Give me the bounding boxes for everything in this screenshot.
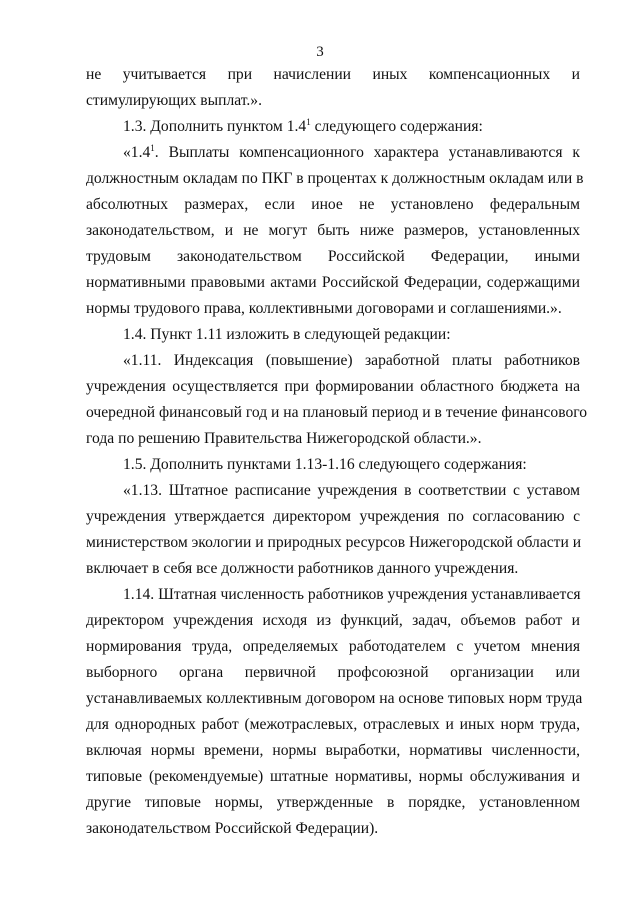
text-segment: «1.4 (123, 144, 151, 161)
superscript: 1 (306, 117, 311, 127)
paragraph-p-1-11 (86, 348, 588, 452)
text-line: «1.11. Индексация (повышение) заработной платы работников (123, 352, 580, 369)
text-line: законодательством Российской Федерации). (86, 820, 379, 837)
text-line: выборного органа первичной профсоюзной организации или (86, 664, 580, 681)
text-line: другие типовые нормы, утвержденные в порядке, установленном (86, 794, 580, 811)
page-number: 3 (316, 44, 324, 60)
text-line: нормы трудового права, коллективными договорами и соглашениями.». (86, 300, 562, 317)
text-line: года по решению Правительства Нижегородской области.». (86, 430, 482, 447)
text-line: 1.4. Пункт 1.11 изложить в следующей редакции: (123, 326, 451, 343)
paragraph-p-continuation (86, 62, 580, 114)
text-line (86, 114, 580, 140)
text-segment: следующего содержания: (310, 118, 483, 135)
text-line: нормативными правовыми актами Российской Федерации, содержащими (86, 274, 580, 291)
text-line: министерством экологии и природных ресурсов Нижегородской области и (86, 534, 582, 551)
text-line: трудовым законодательством Российской Федерации, иными (86, 248, 580, 265)
text-line: 1.5. Дополнить пунктами 1.13-1.16 следующего содержания: (123, 456, 527, 473)
text-segment: 1.3. Дополнить пунктом 1.4 (123, 118, 307, 135)
document-body (86, 62, 588, 842)
text-line: абсолютных размерах, если иное не установлено федеральным (86, 196, 580, 213)
text-line: включая нормы времени, нормы выработки, нормативы численности, (86, 742, 580, 759)
text-line: директором учреждения исходя из функций, задач, объемов работ и (86, 612, 580, 629)
paragraph-p-1-5 (86, 452, 580, 478)
text-line: 1.14. Штатная численность работников учреждения устанавливается (123, 586, 581, 603)
text-line: стимулирующих выплат.». (86, 92, 262, 109)
superscript: 1 (150, 143, 155, 153)
text-line: «1.13. Штатное расписание учреждения в соответствии с уставом (123, 482, 580, 499)
text-line (86, 140, 580, 166)
text-line: учреждения осуществляется при формировании областного бюджета на (86, 378, 580, 395)
text-line: не учитывается при начислении иных компенсационных и (86, 66, 580, 83)
text-line: очередной финансовый год и на плановый период и в течение финансового (86, 404, 588, 421)
text-line: для однородных работ (межотраслевых, отраслевых и иных норм труда, (86, 716, 580, 733)
paragraph-p-1-4 (86, 322, 580, 348)
text-line: должностным окладам по ПКГ в процентах к должностным окладам или в (86, 170, 584, 187)
text-line: включает в себя все должности работников данного учреждения. (86, 560, 519, 577)
text-line: нормирования труда, определяемых работодателем с учетом мнения (86, 638, 580, 655)
paragraph-p-1-13 (86, 478, 580, 582)
text-line: типовые (рекомендуемые) штатные нормативы, нормы обслуживания и (86, 768, 580, 785)
paragraph-p-1-14 (86, 582, 583, 842)
paragraph-p-1-3 (86, 114, 580, 140)
text-line: законодательством, и не могут быть ниже размеров, установленных (86, 222, 580, 239)
text-line: учреждения утверждается директором учреждения по согласованию с (86, 508, 580, 525)
paragraph-p-1-4-1-text (86, 140, 584, 322)
text-segment: . Выплаты компенсационного характера устанавливаются к (154, 144, 580, 161)
text-line: устанавливаемых коллективным договором на основе типовых норм труда (86, 690, 583, 707)
